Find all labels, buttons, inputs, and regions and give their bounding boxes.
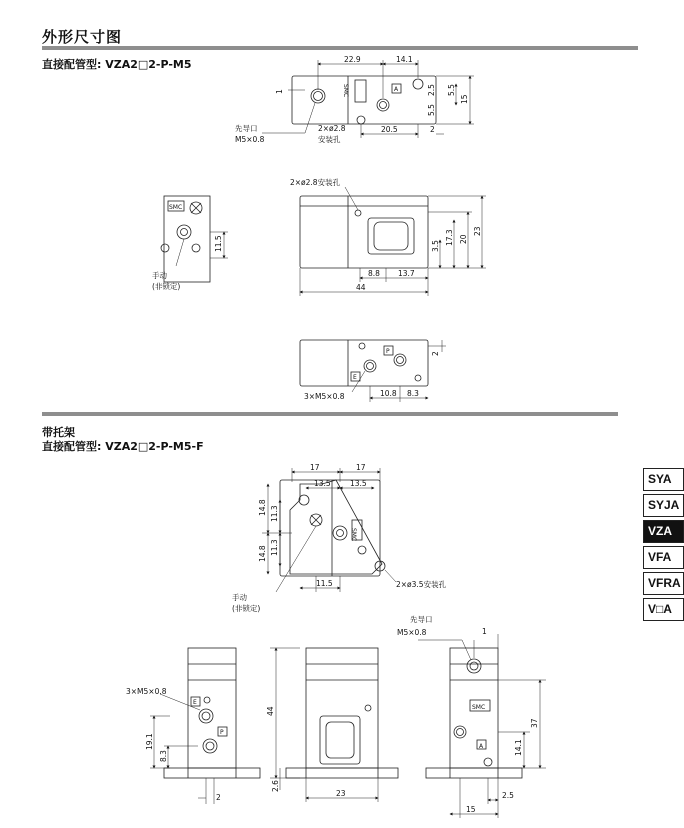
bracket-side-view [270,648,398,802]
dim-11-3b: 11.3 [270,539,279,556]
dim-17b: 17 [356,463,366,472]
m5-label-1: M5×0.8 [235,135,265,144]
dim-44: 44 [356,283,366,292]
port-e-label-2: E [193,699,197,706]
port-e-label-1: E [353,374,357,381]
dim-37: 37 [530,718,539,728]
mount-hole-28-label: 2×ø2.8 [318,124,346,133]
dim-20-5: 20.5 [381,125,398,134]
tab-v-a[interactable]: V□A [643,598,684,621]
tab-vza[interactable]: VZA [643,520,684,543]
dim-2: 2 [430,125,435,134]
dim-20: 20 [459,234,468,244]
non-lock-label-2: (非锁定) [232,604,261,613]
non-lock-label-1: (非锁定) [152,282,181,291]
dim-11-3a: 11.3 [270,505,279,522]
dim-2-6: 2.6 [271,780,280,792]
dim-8-8: 8.8 [368,269,380,278]
dim-5-5a: 5.5 [427,104,436,116]
section-title-bracket: 带托架 [42,426,75,439]
manual-label-1: 手动 [152,271,167,280]
dim-3-5: 3.5 [431,240,440,252]
dim-17-3: 17.3 [445,229,454,246]
pilot-port-label-1: 先导口 [235,124,258,133]
m5-3-label-2: 3×M5×0.8 [126,687,167,696]
mount-hole-cn-label: 安装孔 [318,135,341,144]
smc-label-1: SMC [342,84,349,98]
dim-5-5b: 5.5 [447,84,456,96]
dim-2-5: 2.5 [427,84,436,96]
m5-label-2: M5×0.8 [397,628,427,637]
smc-label-3: SMC [350,528,357,542]
tab-syja[interactable]: SYJA [643,494,684,517]
bracket-front-view [150,648,260,804]
port-p-label-2: P [220,729,224,736]
smc-label-4: SMC [472,704,486,711]
mount-hole-28-full-label: 2×ø2.8安装孔 [290,178,341,187]
port-a-label-1: A [394,86,399,93]
dim-11-5b: 11.5 [316,579,333,588]
dim-15b: 15 [466,805,476,814]
dim-13-5a: 13.5 [314,479,331,488]
m5-3-label-1: 3×M5×0.8 [304,392,345,401]
dim-13-5b: 13.5 [350,479,367,488]
dim-14-8b: 14.8 [258,545,267,562]
dim-11-5: 11.5 [214,235,223,252]
dim-14-1b: 14.1 [514,739,523,756]
dim-8-3: 8.3 [407,389,419,398]
dim-44b: 44 [266,706,275,716]
smc-label-2: SMC [169,204,183,211]
bracket-end-view [418,634,546,818]
mount-hole-35-label: 2×ø3.5安装孔 [396,580,447,589]
dim-1: 1 [275,89,284,94]
dim-1b: 1 [482,627,487,636]
dim-2-5b: 2.5 [502,791,514,800]
dim-13-7: 13.7 [398,269,415,278]
dim-14-1: 14.1 [396,55,413,64]
dim-2b: 2 [216,793,221,802]
dim-2-b: 2 [431,351,440,356]
dim-10-8: 10.8 [380,389,397,398]
port-p-label-1: P [386,348,390,355]
tab-vfra[interactable]: VFRA [643,572,684,595]
tab-vfa[interactable]: VFA [643,546,684,569]
pilot-port-label-2: 先导口 [410,615,433,624]
dim-8-3b: 8.3 [159,750,168,762]
dim-15: 15 [460,94,469,104]
dim-17a: 17 [310,463,320,472]
dim-14-8a: 14.8 [258,499,267,516]
subtitle-direct-piping: 直接配管型: VZA2□2-P-M5 [42,58,192,71]
port-a-label-2: A [479,743,484,750]
top-view-1 [262,60,474,138]
dim-23: 23 [473,226,482,236]
section-title-dimensions: 外形尺寸图 [42,28,123,46]
dim-19-1: 19.1 [145,733,154,750]
manual-label-2: 手动 [232,593,247,602]
subtitle-bracket-piping: 直接配管型: VZA2□2-P-M5-F [42,440,204,453]
dim-23b: 23 [336,789,346,798]
dim-22-9: 22.9 [344,55,361,64]
tab-sya[interactable]: SYA [643,468,684,491]
